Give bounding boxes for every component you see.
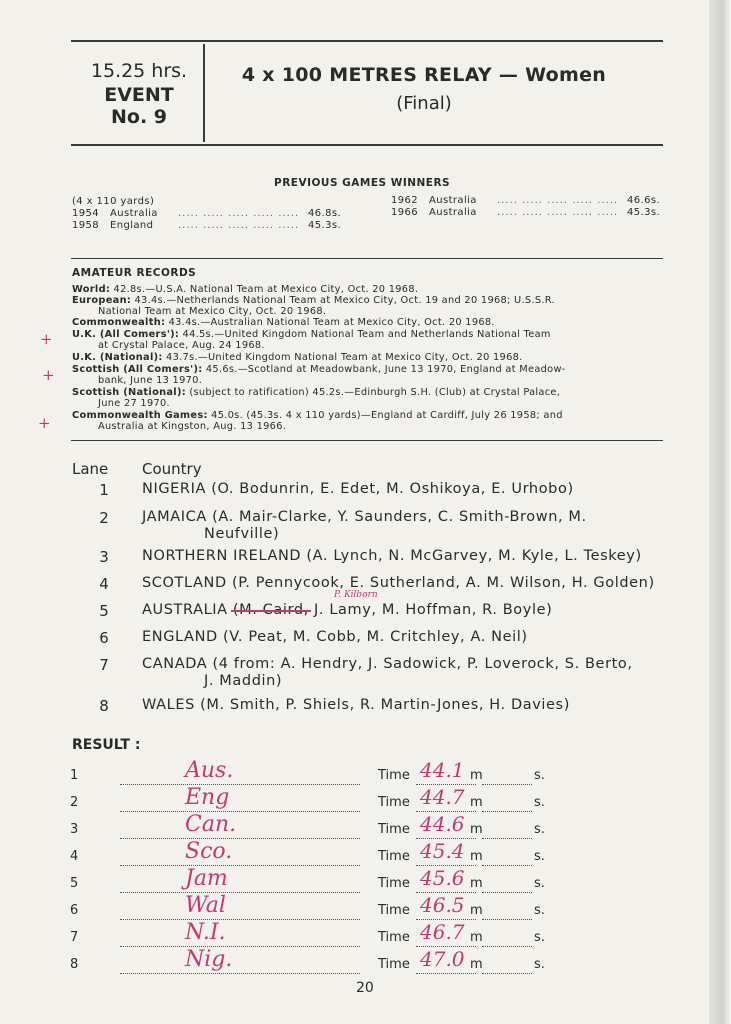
seconds-entry-line[interactable] xyxy=(482,811,532,812)
result-position: 4 xyxy=(70,849,79,864)
seconds-label: s. xyxy=(534,957,545,972)
lane-number: 5 xyxy=(99,602,109,620)
seconds-label: s. xyxy=(534,903,545,918)
minutes-label: m xyxy=(470,849,483,864)
lane-number: 8 xyxy=(99,697,109,715)
time-label: Time xyxy=(378,957,410,972)
handwritten-time: 47.0 xyxy=(420,947,465,971)
result-entry-line[interactable] xyxy=(120,919,360,920)
record-scottish-national: Scottish (National): (subject to ratification) 45.2s.—Edinburgh S.H. (Club) at Crystal Palace, June 27 1970. xyxy=(72,387,561,409)
result-entry-line[interactable] xyxy=(120,865,360,866)
record-commonwealth: Commonwealth: 43.4s.—Australian National Team at Mexico City, Oct. 20 1968. xyxy=(72,317,495,328)
seconds-entry-line[interactable] xyxy=(482,973,532,974)
handwritten-team: Jam xyxy=(185,866,228,891)
result-row xyxy=(0,866,731,898)
lane-team: WALES (M. Smith, P. Shiels, R. Martin-Jones, H. Davies) xyxy=(142,697,570,713)
minutes-label: m xyxy=(470,876,483,891)
winner-row: 1954 Australia ..... ..... ..... ..... ..... 46.8s. xyxy=(72,208,342,219)
result-entry-line[interactable] xyxy=(120,784,360,785)
seconds-label: s. xyxy=(534,930,545,945)
handwritten-time: 46.5 xyxy=(420,893,465,917)
lane-number: 7 xyxy=(99,656,109,674)
result-row xyxy=(0,785,731,817)
margin-plus-mark: + xyxy=(38,414,51,432)
record-european: European: 43.4s.—Netherlands National Team at Mexico City, Oct. 19 and 20 1968; U.S.S.R. National Team at Mexico City, Oct. 20 1968. xyxy=(72,295,555,317)
header-divider xyxy=(203,44,205,142)
result-row xyxy=(0,920,731,952)
lane-header: Lane xyxy=(72,460,109,478)
result-position: 7 xyxy=(70,930,79,945)
result-entry-line[interactable] xyxy=(120,946,360,947)
record-commonwealth-games: Commonwealth Games: 45.0s. (45.3s. 4 x 110 yards)—England at Cardiff, July 26 1958; and Australia at Kingston, Aug. 13 1966. xyxy=(72,410,563,432)
seconds-entry-line[interactable] xyxy=(482,784,532,785)
handwritten-team: Eng xyxy=(185,785,230,810)
result-position: 2 xyxy=(70,795,79,810)
result-row xyxy=(0,758,731,790)
handwritten-team: Aus. xyxy=(185,758,234,783)
winner-row: 1958 England ..... ..... ..... ..... ..... 45.3s. xyxy=(72,220,342,231)
minutes-label: m xyxy=(470,822,483,837)
previous-winners-heading: PREVIOUS GAMES WINNERS xyxy=(274,177,451,189)
records-heading: AMATEUR RECORDS xyxy=(72,267,197,279)
handwritten-time: 45.6 xyxy=(420,866,465,890)
country-header: Country xyxy=(142,460,202,478)
handwritten-team: Wal xyxy=(185,893,226,918)
lane-team: JAMAICA (A. Mair-Clarke, Y. Saunders, C. Smith-Brown, M. Neufville) xyxy=(142,509,587,542)
time-label: Time xyxy=(378,795,410,810)
lane-team: NORTHERN IRELAND (A. Lynch, N. McGarvey, M. Kyle, L. Teskey) xyxy=(142,548,642,564)
seconds-entry-line[interactable] xyxy=(482,865,532,866)
winner-row: 1962 Australia ..... ..... ..... ..... ..... 46.6s. xyxy=(391,195,661,206)
lane-number: 6 xyxy=(99,629,109,647)
seconds-entry-line[interactable] xyxy=(482,946,532,947)
seconds-entry-line[interactable] xyxy=(482,838,532,839)
result-position: 1 xyxy=(70,768,79,783)
struck-name: (M. Caird, xyxy=(232,602,309,618)
lane-team: ENGLAND (V. Peat, M. Cobb, M. Critchley, A. Neil) xyxy=(142,629,528,645)
minutes-label: m xyxy=(470,930,483,945)
handwritten-time: 45.4 xyxy=(420,839,465,863)
margin-plus-mark: + xyxy=(40,330,53,348)
result-row xyxy=(0,893,731,925)
minutes-label: m xyxy=(470,768,483,783)
record-world: World: 42.8s.—U.S.A. National Team at Mexico City, Oct. 20 1968. xyxy=(72,284,419,295)
result-entry-line[interactable] xyxy=(120,892,360,893)
result-entry-line[interactable] xyxy=(120,811,360,812)
result-position: 3 xyxy=(70,822,79,837)
event-label: EVENT xyxy=(104,84,174,106)
lane-number: 3 xyxy=(99,548,109,566)
result-row xyxy=(0,812,731,844)
handwritten-team: Sco. xyxy=(185,839,233,864)
margin-plus-mark: + xyxy=(42,366,55,384)
header-bottom-rule xyxy=(71,144,663,146)
page-number: 20 xyxy=(356,980,374,996)
handwritten-time: 44.7 xyxy=(420,785,465,809)
result-entry-line[interactable] xyxy=(120,838,360,839)
event-number xyxy=(84,84,194,128)
records-top-rule xyxy=(71,258,663,259)
time-entry-line[interactable] xyxy=(416,973,476,974)
handwritten-time: 46.7 xyxy=(420,920,465,944)
seconds-label: s. xyxy=(534,822,545,837)
result-position: 6 xyxy=(70,903,79,918)
record-scottish-all-comers: Scottish (All Comers'): 45.6s.—Scotland at Meadowbank, June 13 1970, England at Meadow- bank, June 13 1970. xyxy=(72,364,566,386)
lane-number: 2 xyxy=(99,509,109,527)
result-entry-line[interactable] xyxy=(120,973,360,974)
time-label: Time xyxy=(378,930,410,945)
event-time: 15.25 hrs. xyxy=(90,60,188,82)
winner-row: 1966 Australia ..... ..... ..... ..... ..... 45.3s. xyxy=(391,207,661,218)
handwritten-time: 44.6 xyxy=(420,812,465,836)
time-label: Time xyxy=(378,876,410,891)
event-title: 4 x 100 METRES RELAY — Women xyxy=(241,64,607,86)
time-label: Time xyxy=(378,768,410,783)
result-position: 5 xyxy=(70,876,79,891)
result-heading: RESULT : xyxy=(72,737,141,753)
time-label: Time xyxy=(378,822,410,837)
minutes-label: m xyxy=(470,957,483,972)
seconds-label: s. xyxy=(534,768,545,783)
records-bottom-rule xyxy=(71,440,663,441)
result-position: 8 xyxy=(70,957,79,972)
lane-team: SCOTLAND (P. Pennycook, E. Sutherland, A. M. Wilson, H. Golden) xyxy=(142,575,655,591)
record-uk-all-comers: U.K. (All Comers'): 44.5s.—United Kingdom National Team and Netherlands National Team at Crystal Palace, Aug. 24 1968. xyxy=(72,329,551,351)
seconds-entry-line[interactable] xyxy=(482,919,532,920)
lane-team: AUSTRALIA (M. Caird, J. Lamy, M. Hoffman, R. Boyle) xyxy=(142,602,553,618)
top-rule xyxy=(71,40,663,42)
seconds-label: s. xyxy=(534,795,545,810)
previous-winners-note: (4 x 110 yards) xyxy=(72,196,155,207)
lane-number: 1 xyxy=(99,481,109,499)
time-label: Time xyxy=(378,903,410,918)
event-no: No. 9 xyxy=(110,106,167,128)
minutes-label: m xyxy=(470,903,483,918)
handwritten-team: Nig. xyxy=(185,947,233,972)
time-label: Time xyxy=(378,849,410,864)
record-uk-national: U.K. (National): 43.7s.—United Kingdom National Team at Mexico City, Oct. 20 1968. xyxy=(72,352,523,363)
lane-team: CANADA (4 from: A. Hendry, J. Sadowick, P. Loverock, S. Berto, J. Maddin) xyxy=(142,656,633,689)
seconds-label: s. xyxy=(534,876,545,891)
lane-team: NIGERIA (O. Bodunrin, E. Edet, M. Oshikoya, E. Urhobo) xyxy=(142,481,574,497)
handwritten-team: Can. xyxy=(185,812,237,837)
minutes-label: m xyxy=(470,795,483,810)
event-subtitle: (Final) xyxy=(396,93,452,114)
handwritten-team: N.I. xyxy=(185,920,226,945)
result-row xyxy=(0,839,731,871)
result-row xyxy=(0,947,731,979)
lane-number: 4 xyxy=(99,575,109,593)
handwritten-time: 44.1 xyxy=(420,758,465,782)
seconds-label: s. xyxy=(534,849,545,864)
handwritten-annotation: P. Kilborn xyxy=(334,590,378,600)
seconds-entry-line[interactable] xyxy=(482,892,532,893)
